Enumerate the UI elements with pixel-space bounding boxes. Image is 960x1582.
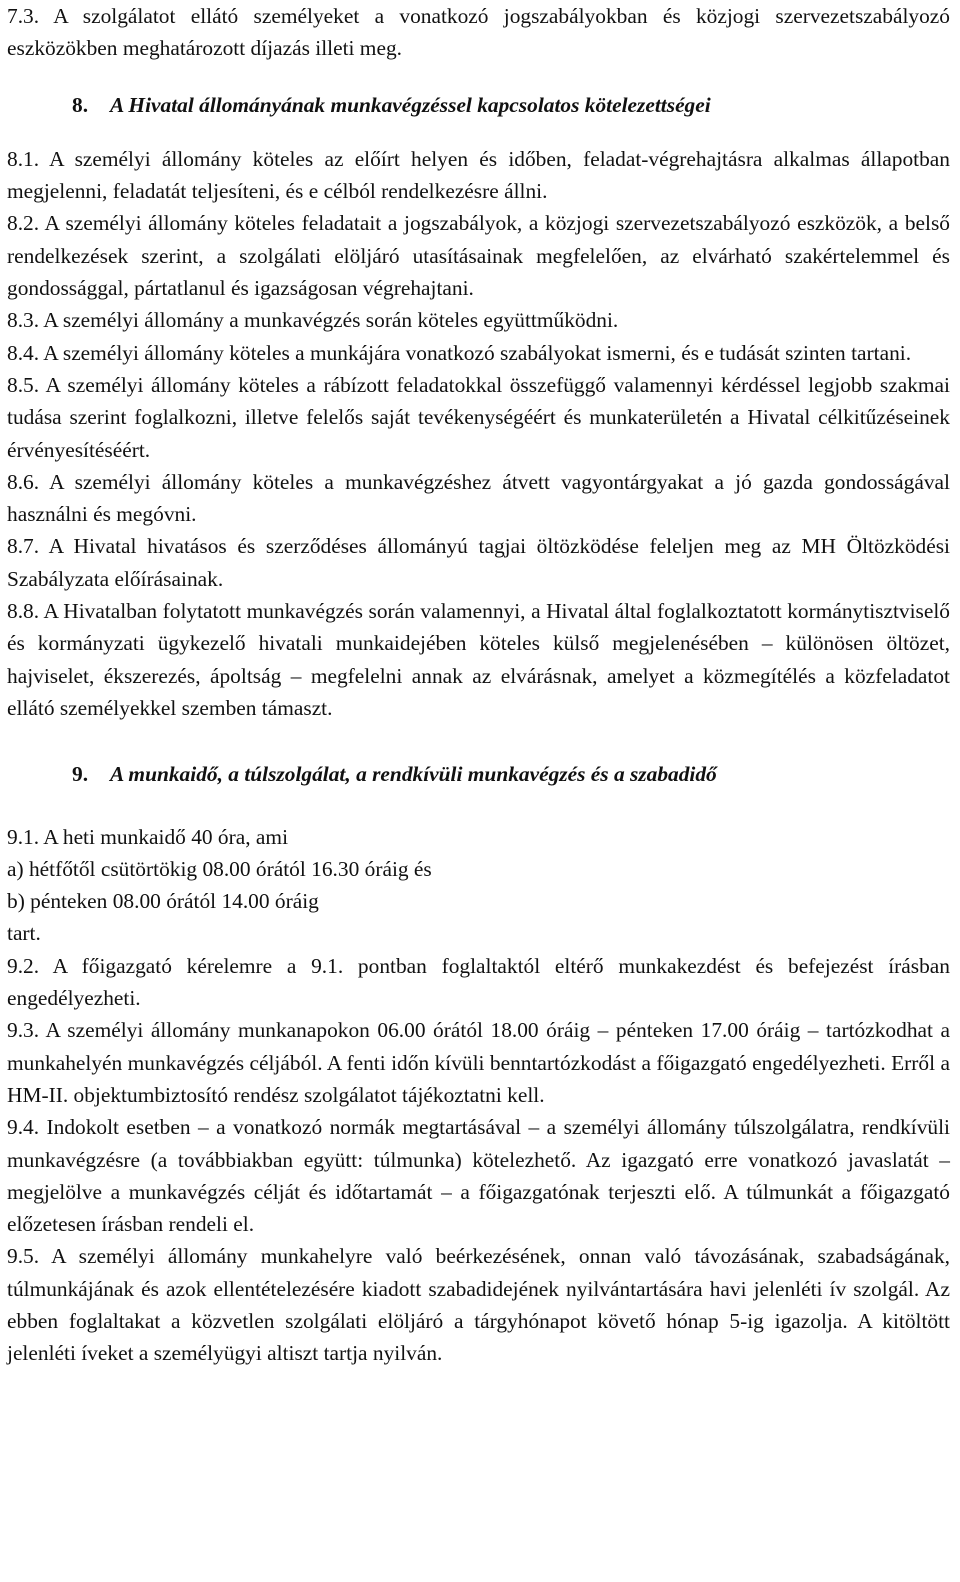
paragraph-8-6: 8.6. A személyi állomány köteles a munkavégzéshez átvett vagyontárgyakat a jó gazda gondosságával használni és megóvni. <box>7 469 950 527</box>
section-8-number: 8. <box>72 92 89 117</box>
paragraph-8-4: 8.4. A személyi állomány köteles a munkájára vonatkozó szabályokat ismerni, és e tudását szinten tartani. <box>7 340 912 365</box>
paragraph-8-2: 8.2. A személyi állomány köteles feladatait a jogszabályok, a közjogi szervezetszabályozó eszközök, a belső rendelkezések szerint, a szolgálati elöljáró utasításainak megfelelően, az elvárható szakértelemmel és gondossággal, pártatlanul és igazságosan végrehajtani. <box>7 211 950 301</box>
paragraph-9-1-b: b) pénteken 08.00 órától 14.00 óráig <box>7 889 319 914</box>
paragraph-8-7: 8.7. A Hivatal hivatásos és szerződéses állományú tagjai öltözködése feleljen meg az MH Öltözködési Szabályzata előírásainak. <box>7 534 950 591</box>
document-page <box>7 0 950 1370</box>
paragraph-9-1: 9.1. A heti munkaidő 40 óra, ami <box>7 824 289 849</box>
paragraph-8-3: 8.3. A személyi állomány a munkavégzés során köteles együttműködni. <box>7 308 619 333</box>
paragraph-9-2: 9.2. A főigazgató kérelemre a 9.1. pontban foglaltaktól eltérő munkakezdést és befejezést írásban engedélyezheti. <box>7 953 950 1011</box>
section-9-heading <box>7 758 950 790</box>
section-8-title: A Hivatal állományának munkavégzéssel kapcsolatos kötelezettségei <box>110 92 711 117</box>
paragraph-9-1-a: a) hétfőtől csütörtökig 08.00 órától 16.30 óráig és <box>7 856 432 881</box>
paragraph-9-4: 9.4. Indokolt esetben – a vonatkozó normák megtartásával – a személyi állomány túlszolgálatra, rendkívüli munkavégzésre (a továbbiakban együtt: túlmunka) kötelezhető. Az igazgató erre vonatkozó javaslatát – megjelölve a munkavégzés célját és időtartamát – a főigazgatónak terjeszti elő. A túlmunkát a főigazgató előzetesen írásban rendeli el. <box>7 1115 950 1237</box>
section-9-title: A munkaidő, a túlszolgálat, a rendkívüli munkavégzés és a szabadidő <box>110 762 717 787</box>
paragraph-7-3: 7.3. A szolgálatot ellátó személyeket a vonatkozó jogszabályokban és közjogi szervezetszabályozó eszközökben meghatározott díjazás illeti meg. <box>7 4 950 61</box>
paragraph-9-1-end: tart. <box>7 921 41 946</box>
paragraph-9-5: 9.5. A személyi állomány munkahelyre való beérkezésének, onnan való távozásának, szabadságának, túlmunkájának és azok ellentételezésére kiadott szabadidejének nyilvántartására havi jelenléti ív szolgál. Az ebben foglaltakat a közvetlen szolgálati elöljáró a tárgyhónapot követő hónap 5-ig igazolja. A kitöltött jelenléti íveket a személyügyi altiszt tartja nyilván. <box>7 1244 950 1366</box>
paragraph-8-8: 8.8. A Hivatalban folytatott munkavégzés során valamennyi, a Hivatal által foglalkoztatott kormánytisztviselő és kormányzati ügykezelő hivatali munkaidejében köteles külső megjelenésében – különösen öltözet, hajviselet, ékszerezés, ápoltság – megfelelni annak az elvárásnak, amelyet a közmegítélés a közfeladatot ellátó személyekkel szemben támaszt. <box>7 599 950 720</box>
paragraph-8-5: 8.5. A személyi állomány köteles a rábízott feladatokkal összefüggő valamennyi kérdéssel legjobb szakmai tudása szerint foglalkozni, illetve felelős saját tevékenységéért és munkaterületén a Hivatal célkitűzéseinek érvényesítéséért. <box>7 372 950 462</box>
section-8-heading <box>7 89 950 121</box>
section-9-number: 9. <box>72 762 89 787</box>
paragraph-8-1: 8.1. A személyi állomány köteles az előírt helyen és időben, feladat-végrehajtásra alkalmas állapotban megjelenni, feladatát teljesíteni, és e célból rendelkezésre állni. <box>7 146 950 204</box>
paragraph-9-3: 9.3. A személyi állomány munkanapokon 06.00 órától 18.00 óráig – pénteken 17.00 óráig – tartózkodhat a munkahelyén munkavégzés céljából. A fenti időn kívüli benntartózkodást a főigazgató engedélyezheti. Erről a HM-II. objektumbiztosító rendész szolgálatot tájékoztatni kell. <box>7 1018 950 1107</box>
